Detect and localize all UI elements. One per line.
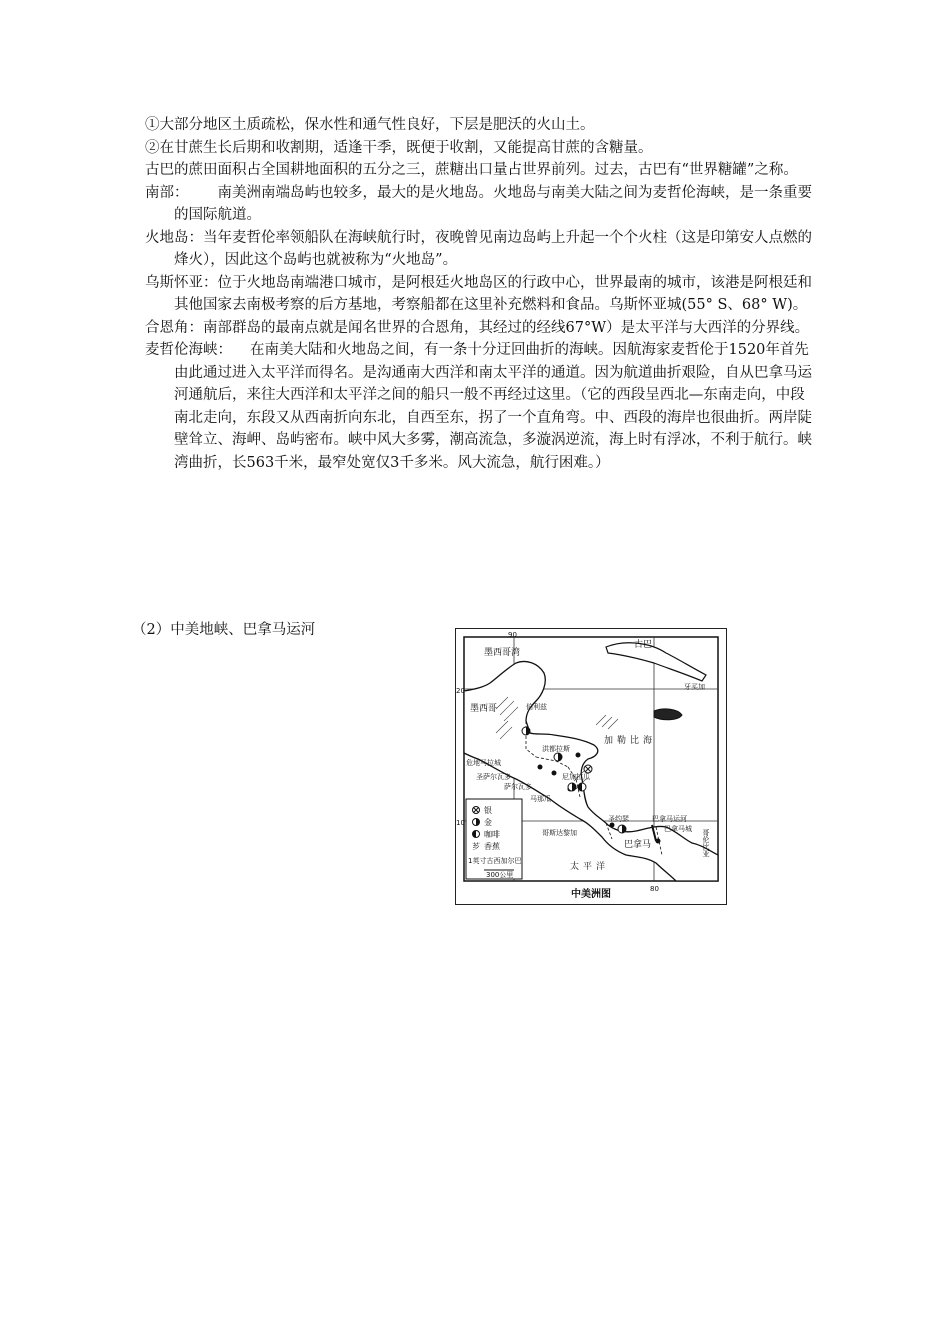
- legend-gold: 金: [484, 818, 492, 827]
- document-body: [145, 114, 815, 474]
- label-panama-city: 巴拿马城: [664, 825, 692, 833]
- legend-silver: 银: [484, 806, 492, 815]
- label-jamaica: 牙买加: [684, 683, 705, 691]
- label-costa-rica: 哥斯达黎加: [542, 829, 577, 837]
- legend-scale-note: 1英寸古西加尔巴: [468, 857, 522, 865]
- city-dot: [656, 839, 661, 844]
- entry-text: 南部群岛的最南点就是闻名世界的合恩角，其经过的经线67°W）是太平洋与大西洋的分界线。: [203, 319, 810, 336]
- entry-label: 南部：: [145, 184, 189, 201]
- label-mexico: 墨西哥: [470, 704, 498, 714]
- central-america-map-figure: [455, 628, 727, 905]
- city-dot: [552, 771, 557, 776]
- label-lon-90: 90: [508, 631, 517, 639]
- entry-text: 在南美大陆和火地岛之间，有一条十分迂回曲折的海峡。因航海家麦哲伦于1520年首先由此通过进入太平洋而得名。是沟通南大西洋和南太平洋的通道。因为航道曲折艰险，自从巴拿马运河通航后，来往大西洋和太平洋之间的船只一般不再经过这里。（它的西段呈西北—东南走向，中段南北走向，东段又从西南折向东北，自西至东，拐了一个直角弯。中、西段的海岸也很曲折。两岸陡壁耸立、海岬、岛屿密布。峡中风大多雾，潮高流急，多漩涡逆流，海上时有浮冰，不利于航行。峡湾曲折，长563千米，最窄处宽仅3千多米。风大流急，航行困难。）: [174, 342, 812, 471]
- label-caribbean-sea: 加勒比海: [604, 736, 657, 746]
- central-america-map: [456, 629, 726, 904]
- city-dot: [576, 753, 581, 758]
- label-nicaragua: 尼加拉瓜: [562, 773, 590, 781]
- city-dot: [538, 765, 543, 770]
- paragraph: ①大部分地区土质疏松，保水性和通气性良好，下层是肥沃的火山土。: [145, 117, 595, 133]
- label-lon-80: 80: [650, 885, 659, 893]
- cuba-land: [606, 643, 706, 681]
- figure-caption: 中美洲图: [571, 889, 611, 900]
- city-dot: [610, 823, 615, 828]
- entry-label: 火地岛：: [145, 229, 203, 246]
- entry-label: 合恩角：: [145, 319, 203, 336]
- label-san-salvador: 圣萨尔瓦多: [476, 773, 511, 781]
- entry-label: 乌斯怀亚：: [145, 274, 218, 291]
- legend-coffee: 咖啡: [484, 830, 500, 839]
- label-cuba: 古巴: [634, 640, 653, 650]
- paragraph: ②在甘蔗生长后期和收割期，适逢干季，既便于收割，又能提高甘蔗的含糖量。: [145, 139, 653, 156]
- entry-text: 南美洲南端岛屿也较多，最大的是火地岛。火地岛与南美大陆之间为麦哲伦海峡，是一条重要的国际航道。: [174, 184, 812, 223]
- label-gulf-of-mexico: 墨西哥湾: [484, 648, 521, 658]
- entry-label: 麦哲伦海峡：: [145, 342, 232, 358]
- entry-south: [145, 182, 815, 227]
- entry-magellan-strait: [145, 339, 815, 474]
- label-el-salvador: 萨尔瓦多: [504, 783, 532, 791]
- label-honduras: 洪都拉斯: [542, 745, 570, 753]
- entry-cape-horn: [145, 317, 815, 340]
- entry-tierra-del-fuego: [145, 227, 815, 272]
- svg-text:芗: 芗: [472, 842, 480, 851]
- entry-text: 位于火地岛南端港口城市，是阿根廷火地岛区的行政中心，世界最南的城市，该港是阿根廷和其他国家去南极考察的后方基地，考察船都在这里补充燃料和食品。乌斯怀亚城(55° S、68° W)。: [174, 274, 812, 313]
- label-managua: 马那瓜: [530, 795, 551, 803]
- label-lat-10: 10: [456, 819, 465, 827]
- label-lat-20: 20: [456, 687, 465, 695]
- section-heading: （2）中美地峡、巴拿马运河: [132, 622, 316, 638]
- entry-ushuaia: [145, 272, 815, 317]
- label-panama: 巴拿马: [624, 840, 652, 850]
- label-colombia: 哥伦比亚: [702, 829, 710, 857]
- label-guatemala-city: 危地马拉城: [466, 759, 501, 767]
- label-pacific: 太平洋: [570, 862, 610, 872]
- label-belize: 伯利兹: [526, 703, 547, 711]
- jamaica-land: [654, 709, 682, 720]
- legend-banana: 香蕉: [484, 842, 500, 851]
- legend-scale: 300公里: [486, 871, 514, 879]
- label-panama-canal: 巴拿马运河: [652, 815, 687, 823]
- entry-text: 当年麦哲伦率领船队在海峡航行时，夜晚曾见南边岛屿上升起一个个火柱（这是印第安人点燃的烽火），因此这个岛屿也就被称为“火地岛”。: [174, 229, 812, 268]
- label-san-jose: 圣约瑟: [608, 815, 629, 823]
- paragraph: 古巴的蔗田面积占全国耕地面积的五分之三，蔗糖出口量占世界前列。过去，古巴有“世界糖罐”之称。: [145, 162, 798, 178]
- label-colombia-group: [702, 828, 710, 857]
